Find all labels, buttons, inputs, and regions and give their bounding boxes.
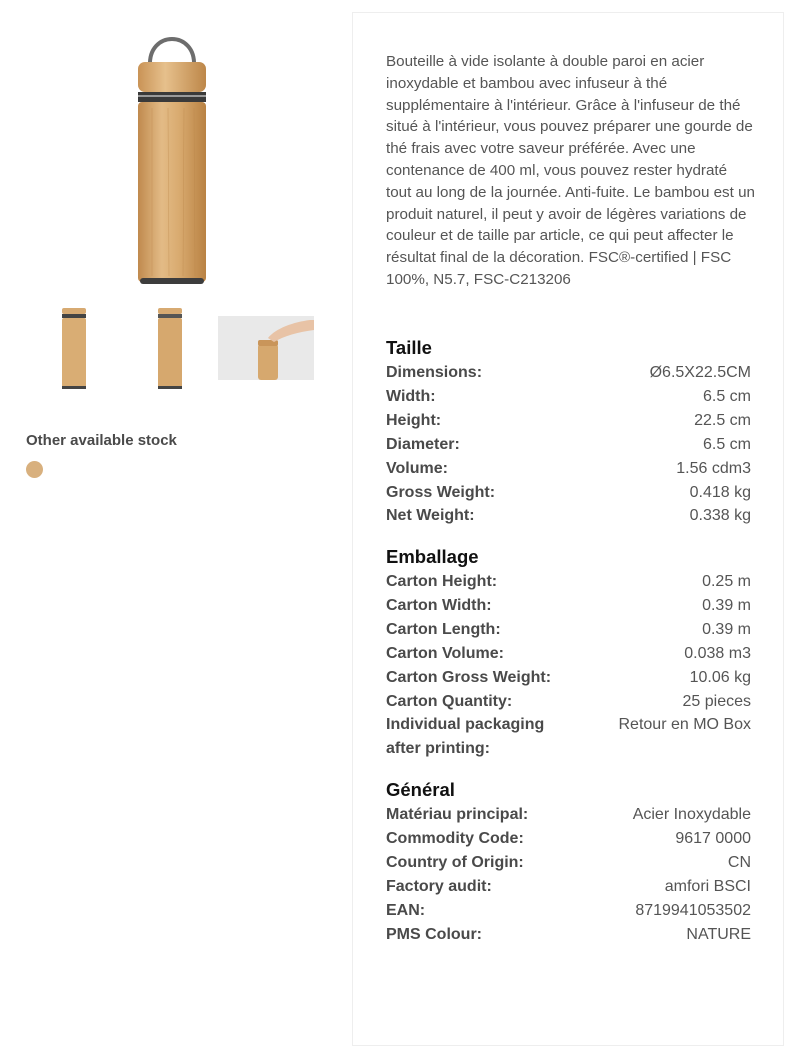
spec-label: Factory audit:: [386, 877, 492, 895]
spec-row: [386, 666, 751, 690]
spec-label: Carton Volume:: [386, 644, 504, 662]
spec-label: Country of Origin:: [386, 853, 524, 871]
spec-label: Commodity Code:: [386, 829, 524, 847]
spec-label: PMS Colour:: [386, 925, 482, 943]
spec-row: [386, 433, 751, 457]
spec-value: 0.39 m: [702, 596, 751, 614]
spec-label: Individual packaging after printing:: [386, 716, 545, 758]
thumbnail-bottle-in-hand[interactable]: [218, 300, 314, 398]
section-taille: [386, 335, 751, 528]
spec-label: EAN:: [386, 901, 426, 919]
spec-label: Carton Length:: [386, 620, 501, 638]
spec-value: Retour en MO Box: [618, 716, 751, 734]
spec-row: [386, 457, 751, 481]
spec-label: Matériau principal:: [386, 806, 529, 823]
spec-value: 0.418 kg: [689, 483, 751, 501]
spec-value: Ø6.5X22.5CM: [649, 364, 751, 381]
spec-row: [386, 899, 751, 923]
spec-label: Width:: [386, 387, 436, 405]
spec-label: Carton Gross Weight:: [386, 668, 552, 686]
spec-value: 25 pieces: [682, 692, 751, 710]
spec-value: CN: [727, 853, 751, 871]
spec-row: [386, 642, 751, 666]
color-swatch[interactable]: [26, 461, 43, 478]
spec-row: [386, 409, 751, 433]
section-title: Emballage: [386, 546, 479, 567]
spec-row: [386, 690, 751, 714]
spec-row: [386, 851, 751, 875]
spec-value: 8719941053502: [635, 901, 751, 919]
spec-value: Acier Inoxydable: [632, 806, 751, 823]
spec-label: Diameter:: [386, 435, 460, 453]
spec-value: 0.39 m: [702, 620, 751, 638]
spec-row: [386, 803, 751, 827]
spec-value: 22.5 cm: [694, 411, 751, 429]
spec-value: amfori BSCI: [664, 877, 751, 895]
section-emballage: [386, 544, 751, 761]
spec-row: [386, 385, 751, 409]
section-title: Taille: [386, 337, 432, 358]
spec-row: [386, 713, 751, 761]
spec-row: [386, 618, 751, 642]
spec-value: 10.06 kg: [689, 668, 751, 686]
other-stock-title: Other available stock: [26, 432, 177, 449]
product-main-image[interactable]: [118, 28, 228, 290]
spec-value: 1.56 cdm3: [676, 459, 751, 477]
spec-value: NATURE: [686, 925, 751, 943]
spec-row: [386, 875, 751, 899]
spec-label: Carton Height:: [386, 573, 498, 590]
product-description: Bouteille à vide isolante à double paroi en acier inoxydable et bambou avec infuseur à thé supplémentaire à l'intérieur. Grâce à l'infuseur de thé situé à l'intérieur, vous pouvez préparer une gourde de thé frais avec votre saveur préférée. Avec une contenance de 400 ml, vous pouvez rester hydraté tout au long de la journée. Anti-fuite. Le bambou est un produit naturel, il peut y avoir de légères variations de couleur et de taille par article, ce qui peut affecter le résultat final de la décoration. FSC®-certified | FSC 100%, N5.7, FSC-C213206: [386, 53, 755, 288]
spec-label: Carton Width:: [386, 596, 492, 614]
spec-row: [386, 504, 751, 528]
spec-value: 9617 0000: [675, 829, 751, 847]
spec-row: [386, 923, 751, 947]
spec-row: [386, 570, 751, 594]
spec-row: [386, 827, 751, 851]
spec-value: 6.5 cm: [702, 387, 751, 405]
spec-row: [386, 594, 751, 618]
product-info-panel: [352, 12, 784, 1046]
spec-value: 0.338 kg: [689, 507, 751, 525]
spec-value: 0.25 m: [702, 573, 751, 590]
section-general: [386, 777, 751, 946]
spec-label: Gross Weight:: [386, 483, 496, 501]
spec-value: 6.5 cm: [702, 435, 751, 453]
spec-label: Dimensions:: [386, 364, 483, 381]
thumbnail-bottle-front[interactable]: [26, 300, 122, 398]
spec-label: Volume:: [386, 459, 448, 477]
spec-row: [386, 361, 751, 385]
spec-value: 0.038 m3: [684, 644, 751, 662]
section-title: Général: [386, 779, 455, 800]
spec-row: [386, 481, 751, 505]
thumbnail-strip: [26, 300, 326, 400]
spec-label: Carton Quantity:: [386, 692, 513, 710]
spec-label: Height:: [386, 411, 442, 429]
thumbnail-bottle-side[interactable]: [122, 300, 218, 398]
spec-label: Net Weight:: [386, 507, 475, 525]
